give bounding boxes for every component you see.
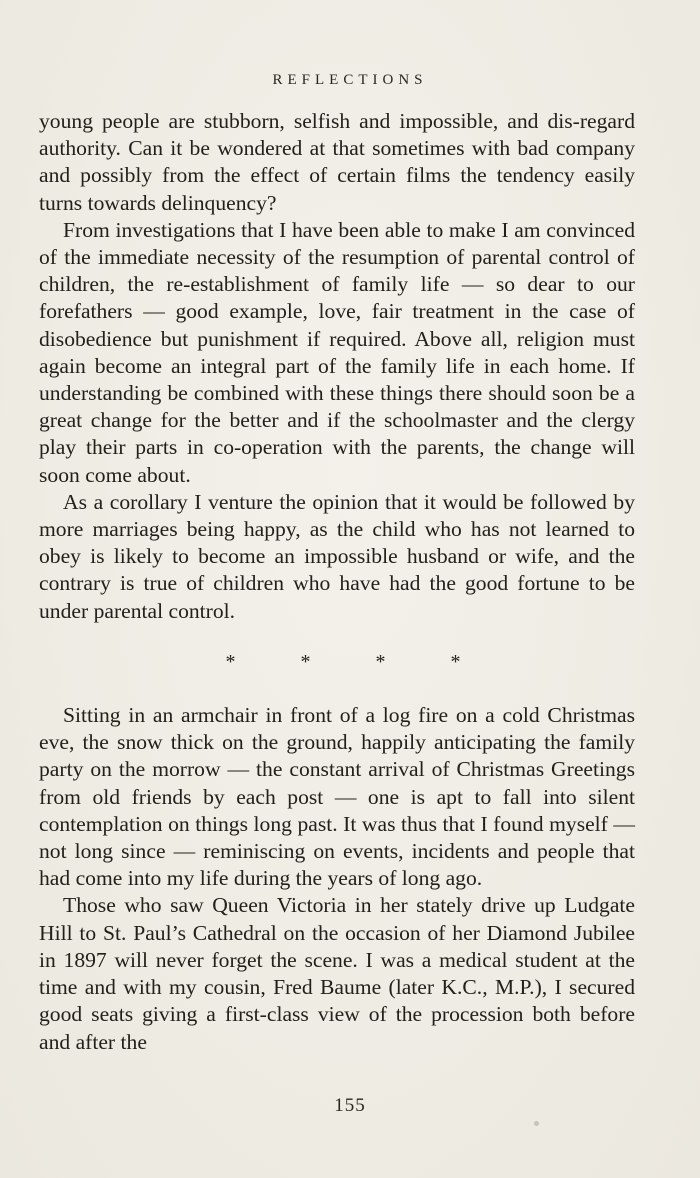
paper-speck <box>534 1121 539 1126</box>
paragraph: From investigations that I have been able to make I am convinced of the immediate necessity of the resumption of parental control of children, the re‐establishment of family life — so dear to our forefathers — good example, love, fair treatment in the case of disobedience but punishment if required. Above all, religion must again become an integral part of the family life in each home. If understanding be combined with these things there should soon be a great change for the better and if the schoolmaster and the clergy play their parts in co‐operation with the parents, the change will soon come about. <box>39 217 635 487</box>
paragraph: As a corollary I venture the opinion that it would be followed by more marriages being happy, as the child who has not learned to obey is likely to become an impossible husband or wife, and the contrary is true of children who have had the good fortune to be under parental control. <box>39 489 635 623</box>
paragraph: Those who saw Queen Victoria in her stately drive up Ludgate Hill to St. Paul’s Cathedral on the occasion of her Diamond Jubilee in 1897 will never forget the scene. I was a medical student at the time and with my cousin, Fred Baume (later K.C., M.P.), I secured good seats giving a first‐class view of the procession both before and after the <box>39 893 635 1054</box>
paragraph: young people are stubborn, selfish and impossible, and dis‐regard authority. Can it be wondered at that sometimes with bad company and possibly from the effect of certain films the tendency easily turns towards delinquency? <box>39 109 635 215</box>
running-head: REFLECTIONS <box>272 72 428 88</box>
page-number: 155 <box>334 1095 366 1116</box>
section-separator <box>39 649 635 676</box>
separator-asterisk: * <box>450 650 461 673</box>
separator-asterisk: * <box>225 650 236 673</box>
separator-asterisk: * <box>375 650 386 673</box>
paragraph: Sitting in an armchair in front of a log fire on a cold Christmas eve, the snow thick on the ground, happily anticipating the family party on the morrow — the constant arrival of Christmas Greetings from old friends by each post — one is apt to fall into silent contemplation on things long past. It was thus that I found myself — not long since — reminiscing on events, incidents and people that had come into my life during the years of long ago. <box>39 703 635 891</box>
separator-asterisk: * <box>300 650 311 673</box>
body-text <box>39 108 635 1056</box>
